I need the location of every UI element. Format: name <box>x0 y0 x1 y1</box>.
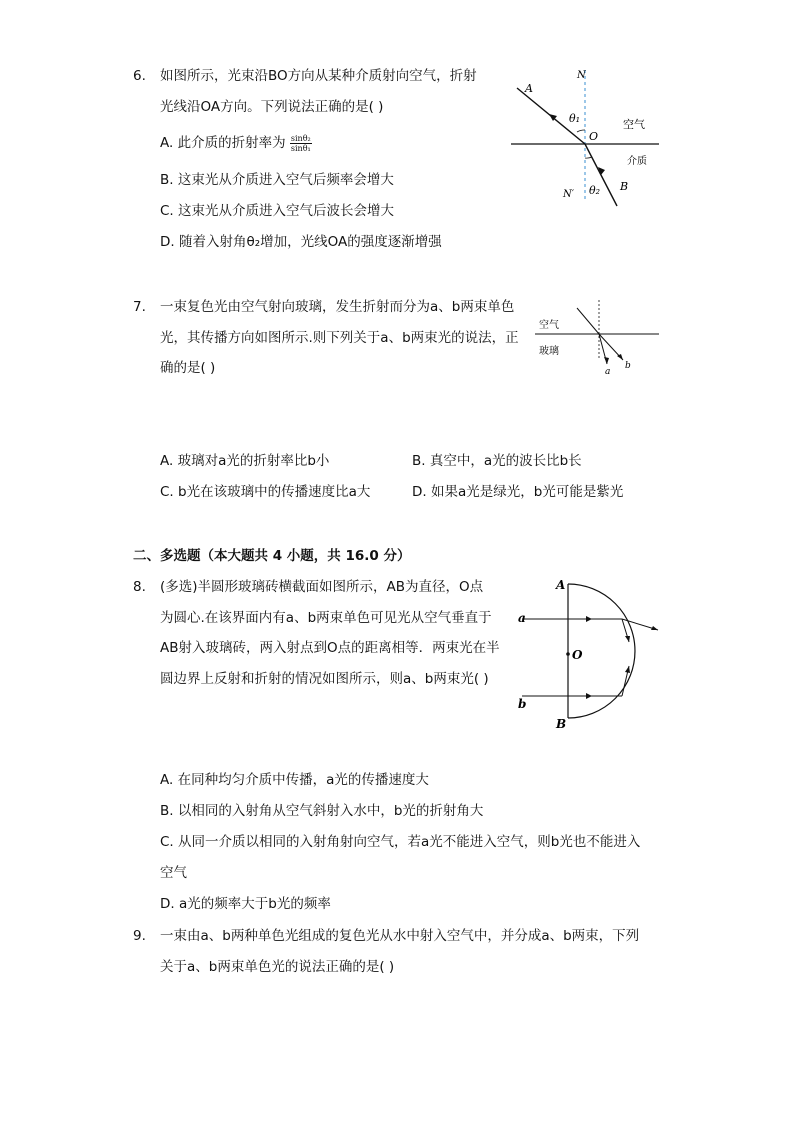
q6-angle2-arc <box>585 157 592 158</box>
q7-stem-line3: 确的是( ) <box>160 360 216 376</box>
q8-stem-line2: 为圆心.在该界面内有a、b两束单色可见光从空气垂直于 <box>160 610 492 626</box>
q9-stem-line1: 一束由a、b两种单色光组成的复色光从水中射入空气中，并分成a、b两束，下列 <box>160 928 640 944</box>
q8-label-a: a <box>518 611 526 625</box>
q6-label-theta1: θ₁ <box>569 112 581 125</box>
q8-arrow-b <box>586 693 592 699</box>
q6-option-a-fraction <box>290 134 312 153</box>
q8-label-B: B <box>556 717 567 731</box>
q7-option-c: C. b光在该玻璃中的传播速度比a大 <box>160 484 371 500</box>
q9-number: 9. <box>133 928 146 944</box>
q8-stem-line4: 圆边界上反射和折射的情况如图所示，则a、b两束光( ) <box>160 671 489 687</box>
q6-option-a <box>160 133 312 153</box>
q8-label-A: A <box>556 578 566 592</box>
q7-label-glass: 玻璃 <box>539 346 559 357</box>
q8-number: 8. <box>133 579 146 595</box>
q6-label-medium: 介质 <box>627 156 647 167</box>
q6-fraction-denominator: sinθ₁ <box>290 143 311 153</box>
q6-option-c: C. 这束光从介质进入空气后波长会增大 <box>160 203 395 219</box>
q7-figure <box>535 298 665 378</box>
q8-stem-line1: (多选)半圆形玻璃砖横截面如图所示，AB为直径，O点 <box>160 579 484 595</box>
q8-semicircle-figure <box>512 574 662 734</box>
q8-option-d: D. a光的频率大于b光的频率 <box>160 896 331 912</box>
q6-option-d: D. 随着入射角θ₂增加，光线OA的强度逐渐增强 <box>160 234 442 250</box>
q8-center-point <box>566 652 570 656</box>
q6-label-A: A <box>525 82 533 95</box>
q7-label-a: a <box>605 367 611 377</box>
section-heading-multiple-choice: 二、多选题（本大题共 4 小题，共 16.0 分） <box>133 548 411 564</box>
q9-stem-line2: 关于a、b两束单色光的说法正确的是( ) <box>160 959 395 975</box>
q6-stem-line1: 如图所示，光束沿BO方向从某种介质射向空气，折射 <box>160 68 477 84</box>
q6-stem-line2: 光线沿OA方向。下列说法正确的是( ) <box>160 99 384 115</box>
q6-option-b: B. 这束光从介质进入空气后频率会增大 <box>160 172 394 188</box>
q7-incident-ray <box>577 308 599 334</box>
q7-label-air: 空气 <box>539 320 559 331</box>
q6-label-Nprime: N′ <box>563 189 575 200</box>
q6-label-B: B <box>620 180 629 193</box>
q6-label-O: O <box>589 130 599 143</box>
q8-arrow-a <box>586 616 592 622</box>
q6-label-theta2: θ₂ <box>589 184 601 197</box>
q6-label-N: N <box>577 70 586 81</box>
q6-option-a-text: A. 此介质的折射率为 <box>160 135 286 151</box>
q8-label-b: b <box>518 697 527 711</box>
q6-angle1-arc <box>577 130 585 132</box>
q8-option-a: A. 在同种均匀介质中传播，a光的传播速度大 <box>160 772 429 788</box>
q8-option-c-line2: 空气 <box>160 865 187 881</box>
q8-label-O: O <box>572 648 583 662</box>
q7-stem-line1: 一束复色光由空气射向玻璃，发生折射而分为a、b两束单色 <box>160 299 515 315</box>
q7-option-a: A. 玻璃对a光的折射率比b小 <box>160 453 330 469</box>
q6-fraction-numerator: sinθ₂ <box>290 133 311 143</box>
q8-option-b: B. 以相同的入射角从空气斜射入水中，b光的折射角大 <box>160 803 484 819</box>
q7-label-b: b <box>625 361 631 371</box>
q7-stem-line2: 光，其传播方向如图所示.则下列关于a、b两束光的说法，正 <box>160 330 519 346</box>
q6-label-air: 空气 <box>623 118 645 131</box>
q7-number: 7. <box>133 299 146 315</box>
q8-option-c-line1: C. 从同一介质以相同的入射角射向空气，若a光不能进入空气，则b光也不能进入 <box>160 834 641 850</box>
q8-stem-line3: AB射入玻璃砖，两入射点到O点的距离相等．两束光在半 <box>160 640 500 656</box>
q7-option-d: D. 如果a光是绿光，b光可能是紫光 <box>412 484 624 500</box>
q6-refraction-figure <box>505 62 665 212</box>
q8-arrow-a-reflected <box>625 636 630 642</box>
q7-option-b: B. 真空中，a光的波长比b长 <box>412 453 582 469</box>
q6-number: 6. <box>133 68 146 84</box>
q8-arrow-a-refracted <box>651 626 658 630</box>
